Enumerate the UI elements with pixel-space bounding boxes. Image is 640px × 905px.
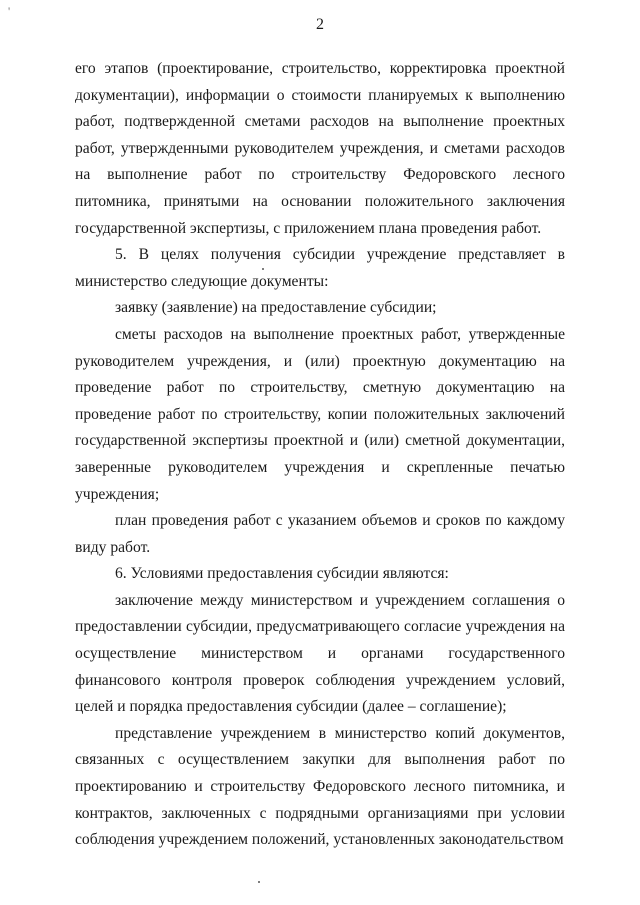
page-number: 2 bbox=[316, 16, 324, 33]
scan-speck bbox=[262, 268, 264, 270]
scan-speck bbox=[258, 881, 260, 883]
scan-corner-mark: ' bbox=[8, 4, 11, 18]
list-item-work-plan: план проведения работ с указанием объемов и сроков по каждому виду работ. bbox=[75, 512, 565, 556]
list-item-estimates: сметы расходов на выполнение проектных работ, утвержденные руководителем учреждения, и (или) проектную документацию на проведение работ по строительству, сметную документацию на проведение работ по строительству, копии положительных заключений государственной экспертизы проектной и (или) сметной документации, заверенные руководителем учреждения и скрепленные печатью учреждения; bbox=[75, 325, 565, 503]
paragraph: его этапов (проектирование, строительство, корректировка проектной документации), информации о стоимости планируемых к выполнению работ, подтвержденной сметами расходов на выполнение проектных работ, утвержденными руководителем учреждения, и сметами расходов на выполнение работ по строительству Федоровского лесного питомника, принятыми на основании положительного заключения государственной экспертизы, с приложением плана проведения работ. bbox=[75, 60, 565, 237]
document-body bbox=[75, 56, 565, 854]
paragraph-clause-6: 6. Условиями предоставления субсидии являются: bbox=[115, 565, 449, 583]
list-item-agreement: заключение между министерством и учреждением соглашения о предоставлении субсидии, предусматривающего согласие учреждения на осуществление министерством и органами государственного финансового контроля проверок соблюдения учреждением условий, целей и порядка предоставления субсидии (далее – соглашение); bbox=[75, 591, 565, 716]
list-item-procurement-docs: представление учреждением в министерство копий документов, связанных с осуществлением закупки для выполнения работ по проектированию и строительству Федоровского лесного питомника, и контрактов, заключенных с подрядными организациями при условии соблюдения учреждением положений, установленных законодательством bbox=[75, 724, 565, 849]
list-item-application: заявку (заявление) на предоставление субсидии; bbox=[115, 299, 437, 317]
paragraph-clause-5: 5. В целях получения субсидии учреждение представляет в министерство следующие документы: bbox=[75, 246, 565, 290]
